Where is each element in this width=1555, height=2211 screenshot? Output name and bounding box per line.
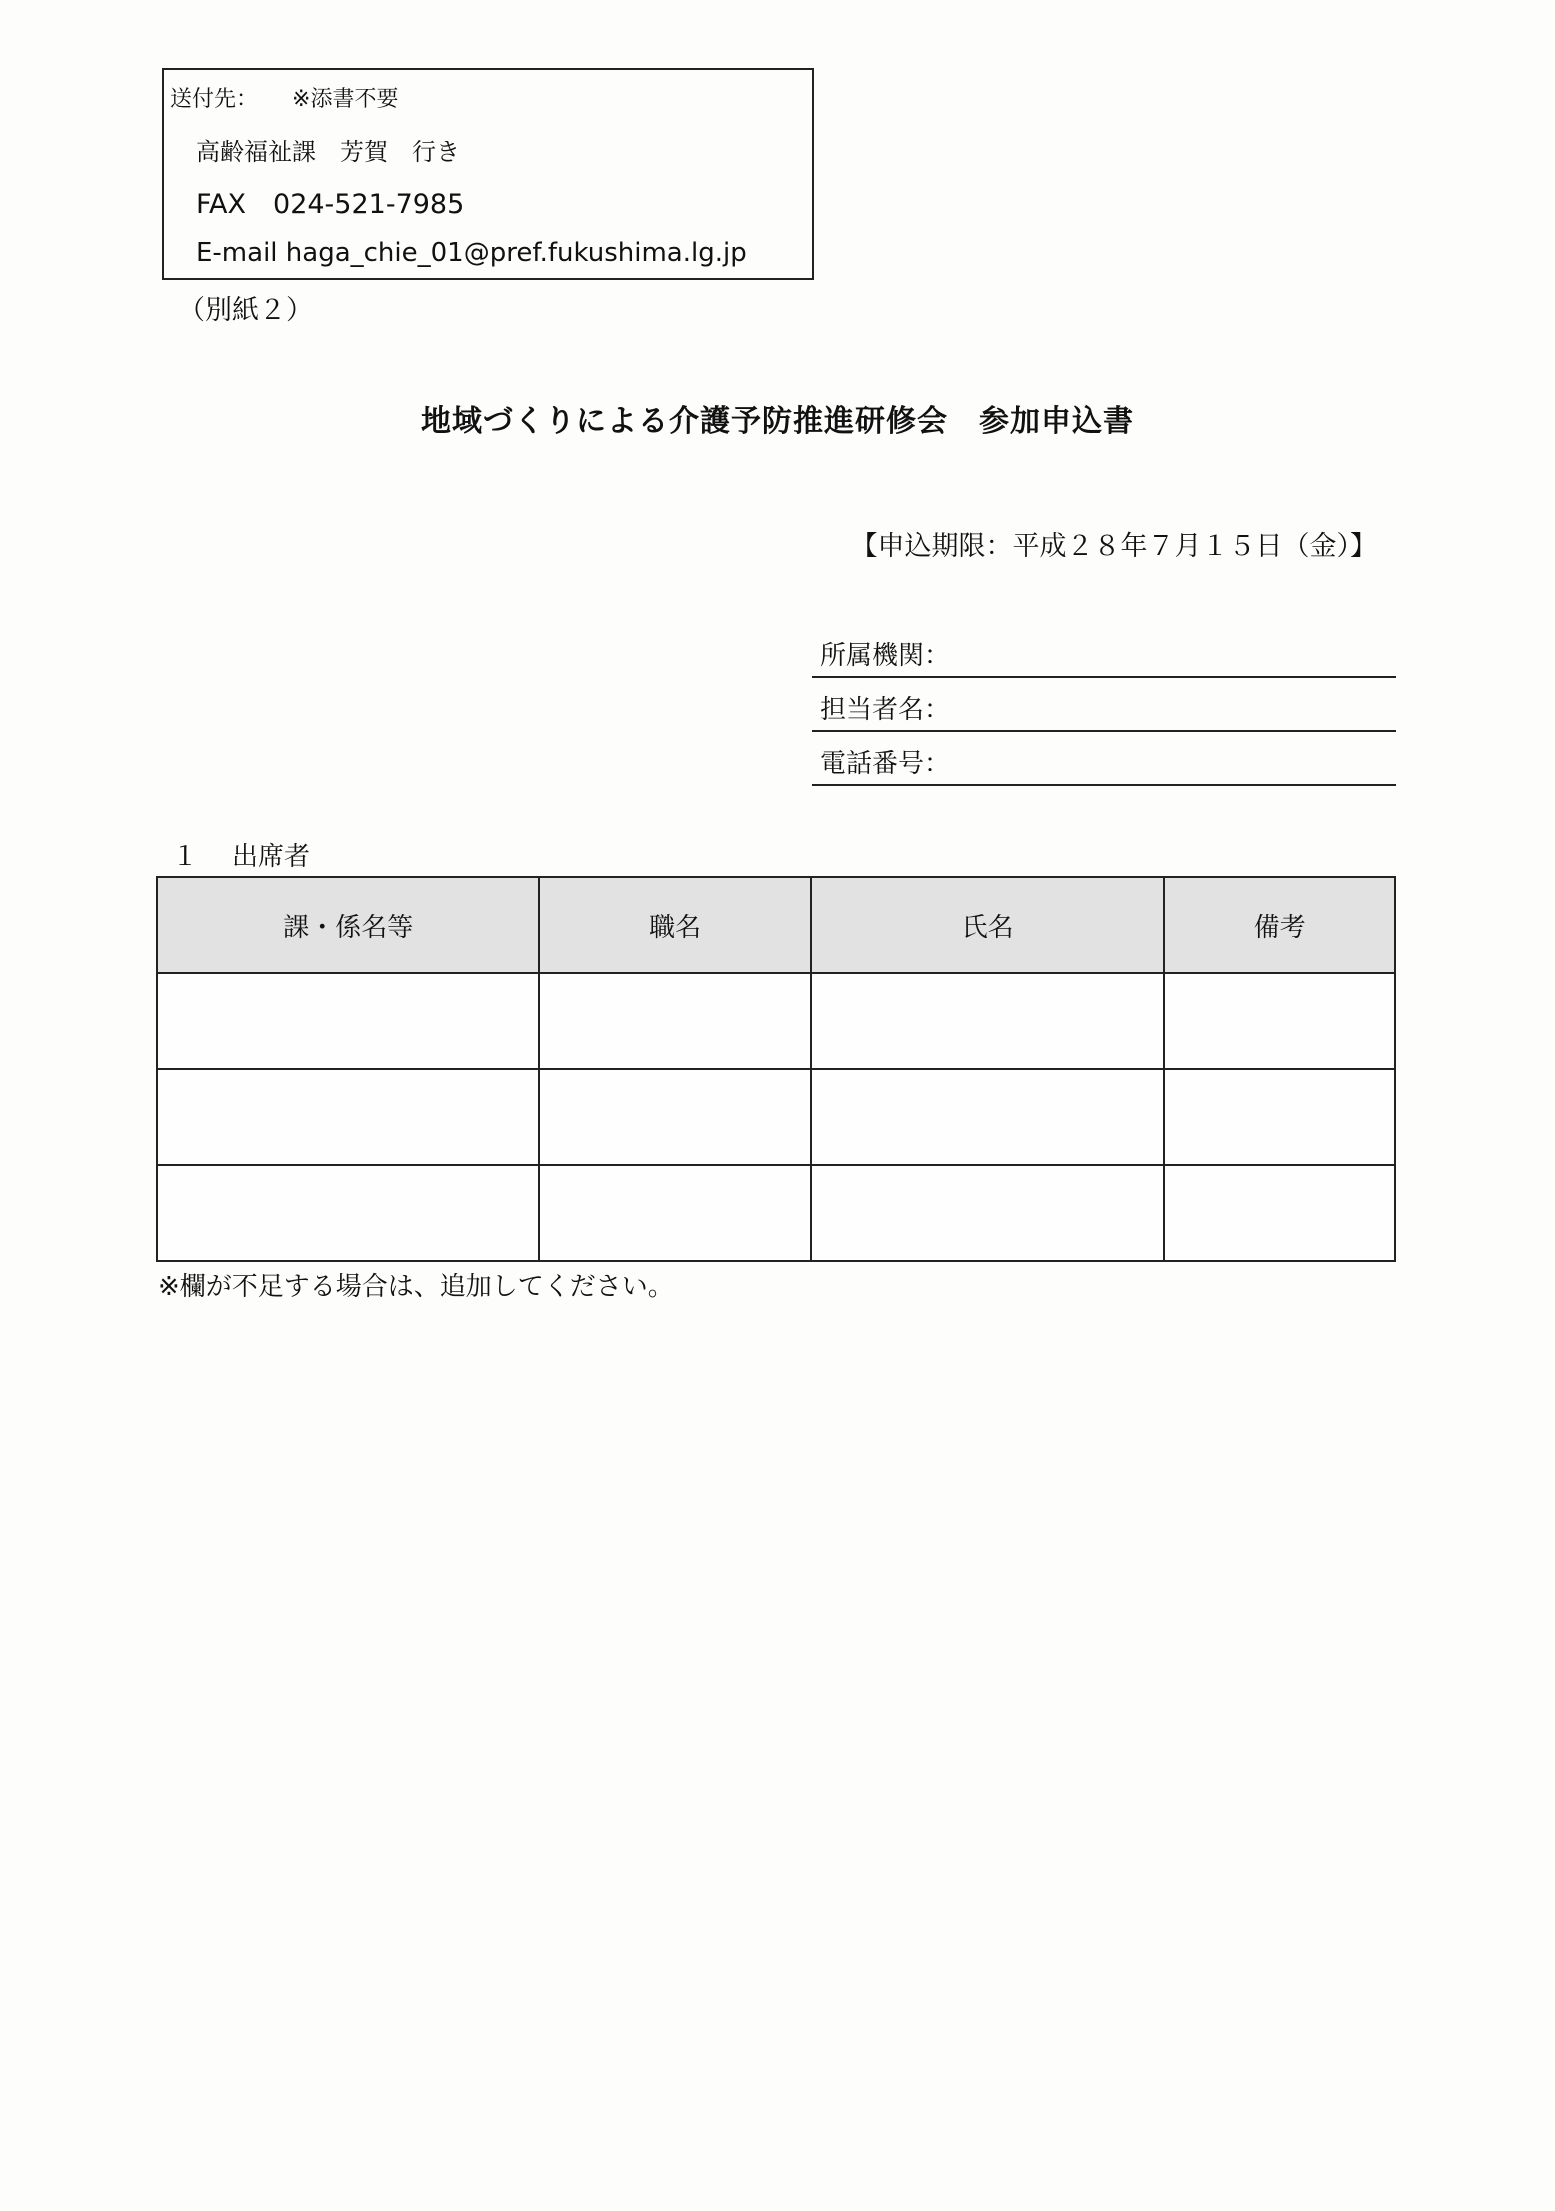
table-cell-position[interactable] [539, 973, 811, 1069]
table-cell-remarks[interactable] [1164, 1165, 1395, 1261]
column-header-section: 課・係名等 [157, 877, 539, 973]
table-cell-section[interactable] [157, 1069, 539, 1165]
send-to-department: 高齢福祉課 芳賀 行き [196, 138, 460, 166]
send-to-note: ※添書不要 [292, 87, 399, 112]
table-cell-position[interactable] [539, 1165, 811, 1261]
table-cell-name[interactable] [811, 1069, 1164, 1165]
send-to-email: E-mail haga_chie_01@pref.fukushima.lg.jp [196, 238, 747, 268]
table-cell-section[interactable] [157, 1165, 539, 1261]
send-to-box [162, 68, 814, 280]
table-cell-section[interactable] [157, 973, 539, 1069]
applicant-info-fields [812, 626, 1396, 788]
contact-person-field[interactable] [812, 680, 1396, 732]
table-cell-position[interactable] [539, 1069, 811, 1165]
deadline-notice: 【申込期限：平成２８年７月１５日（金）】 [850, 531, 1377, 562]
page-title: 地域づくりによる介護予防推進研修会 参加申込書 [421, 404, 1134, 439]
phone-number-field[interactable] [812, 734, 1396, 786]
phone-number-label: 電話番号： [820, 749, 951, 779]
attendee-table [156, 876, 1396, 1262]
attachment-label: （別紙２） [178, 295, 313, 326]
send-to-header [170, 82, 398, 113]
table-footnote: ※欄が不足する場合は、追加してください。 [158, 1272, 674, 1302]
column-header-name: 氏名 [811, 877, 1164, 973]
table-cell-remarks[interactable] [1164, 973, 1395, 1069]
table-header-row [157, 877, 1395, 973]
send-to-label: 送付先： [170, 87, 259, 112]
affiliation-field[interactable] [812, 626, 1396, 678]
contact-person-label: 担当者名： [820, 695, 951, 725]
affiliation-label: 所属機関： [820, 641, 951, 671]
table-cell-name[interactable] [811, 1165, 1164, 1261]
section-heading-attendees [172, 836, 310, 873]
table-row [157, 973, 1395, 1069]
section-number: １ [172, 842, 199, 872]
table-cell-remarks[interactable] [1164, 1069, 1395, 1165]
table-cell-name[interactable] [811, 973, 1164, 1069]
table-row [157, 1069, 1395, 1165]
column-header-remarks: 備考 [1164, 877, 1395, 973]
column-header-position: 職名 [539, 877, 811, 973]
table-row [157, 1165, 1395, 1261]
send-to-fax: FAX 024-521-7985 [196, 189, 465, 220]
section-title: 出席者 [232, 842, 311, 872]
